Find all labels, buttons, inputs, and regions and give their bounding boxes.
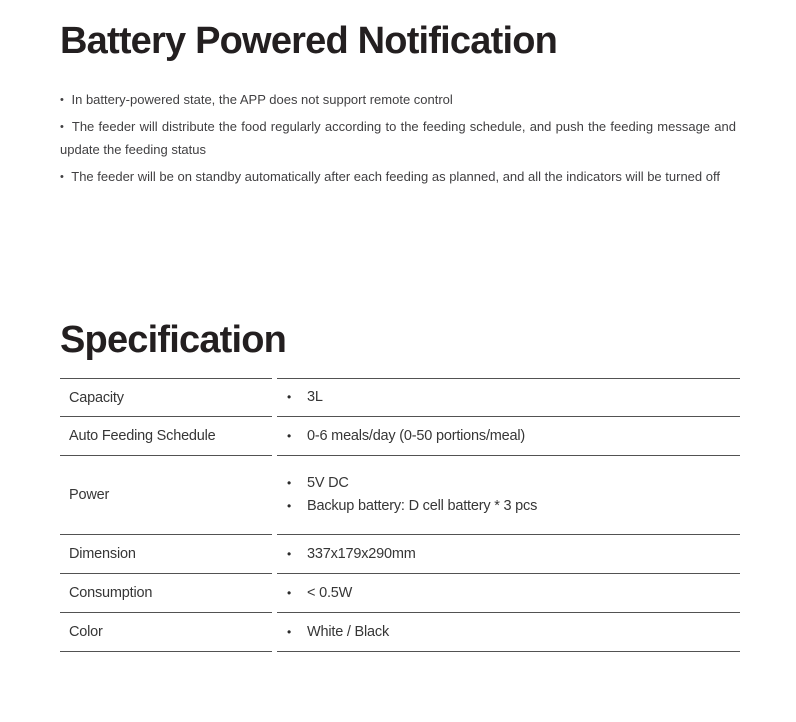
specification-table xyxy=(55,378,745,652)
bullet-icon: • xyxy=(287,585,292,600)
spec-row-values xyxy=(277,613,740,652)
spec-value-text: 337x179x290mm xyxy=(307,545,416,562)
battery-note-item xyxy=(60,89,736,112)
bullet-icon: • xyxy=(287,624,292,639)
spec-row-label: Power xyxy=(60,456,272,535)
spec-value-line xyxy=(284,425,740,448)
spec-row-label: Color xyxy=(60,613,272,652)
spec-value-line xyxy=(284,386,740,409)
battery-note-text: The feeder will distribute the food regularly according to the feeding schedule, and push the feeding message and update the feeding status xyxy=(60,119,736,157)
spec-row-values xyxy=(277,456,740,535)
spec-value-line xyxy=(284,472,740,495)
spec-value-text: White / Black xyxy=(307,623,390,640)
spec-row-label: Capacity xyxy=(60,378,272,417)
spec-table-row xyxy=(60,417,740,456)
bullet-icon: • xyxy=(60,93,64,106)
spec-value-text: 3L xyxy=(307,389,323,406)
spec-table-row xyxy=(60,456,740,535)
spec-row-label: Consumption xyxy=(60,574,272,613)
spec-row-values xyxy=(277,417,740,456)
bullet-icon: • xyxy=(287,546,292,561)
spec-row-label: Dimension xyxy=(60,535,272,574)
bullet-icon: • xyxy=(287,390,292,405)
bullet-icon: • xyxy=(287,476,292,491)
spec-table-row xyxy=(60,613,740,652)
spec-value-text: < 0.5W xyxy=(307,584,353,601)
specification-section-title: Specification xyxy=(60,318,287,361)
battery-note-item xyxy=(60,166,736,189)
spec-value-text: 0-6 meals/day (0-50 portions/meal) xyxy=(307,427,526,444)
bullet-icon: • xyxy=(287,499,292,514)
battery-note-text: In battery-powered state, the APP does not support remote control xyxy=(71,91,453,107)
spec-value-text: 5V DC xyxy=(307,475,349,492)
spec-row-label: Auto Feeding Schedule xyxy=(60,417,272,456)
spec-value-line xyxy=(284,621,740,644)
spec-table-row xyxy=(60,535,740,574)
battery-notes-list xyxy=(60,89,736,189)
spec-value-line xyxy=(284,495,740,518)
spec-value-line xyxy=(284,582,740,605)
bullet-icon: • xyxy=(60,121,64,134)
battery-section-title: Battery Powered Notification xyxy=(60,20,558,62)
spec-table-row xyxy=(60,574,740,613)
battery-note-text: The feeder will be on standby automatically after each feeding as planned, and all the indicators will be turned off xyxy=(71,169,720,185)
spec-row-values xyxy=(277,535,740,574)
spec-table-row xyxy=(60,378,740,417)
battery-note-item xyxy=(60,116,736,161)
spec-value-text: Backup battery: D cell battery * 3 pcs xyxy=(307,498,538,515)
bullet-icon: • xyxy=(287,428,292,443)
spec-value-line xyxy=(284,543,740,566)
spec-row-values xyxy=(277,378,740,417)
spec-row-values xyxy=(277,574,740,613)
bullet-icon: • xyxy=(60,171,64,184)
